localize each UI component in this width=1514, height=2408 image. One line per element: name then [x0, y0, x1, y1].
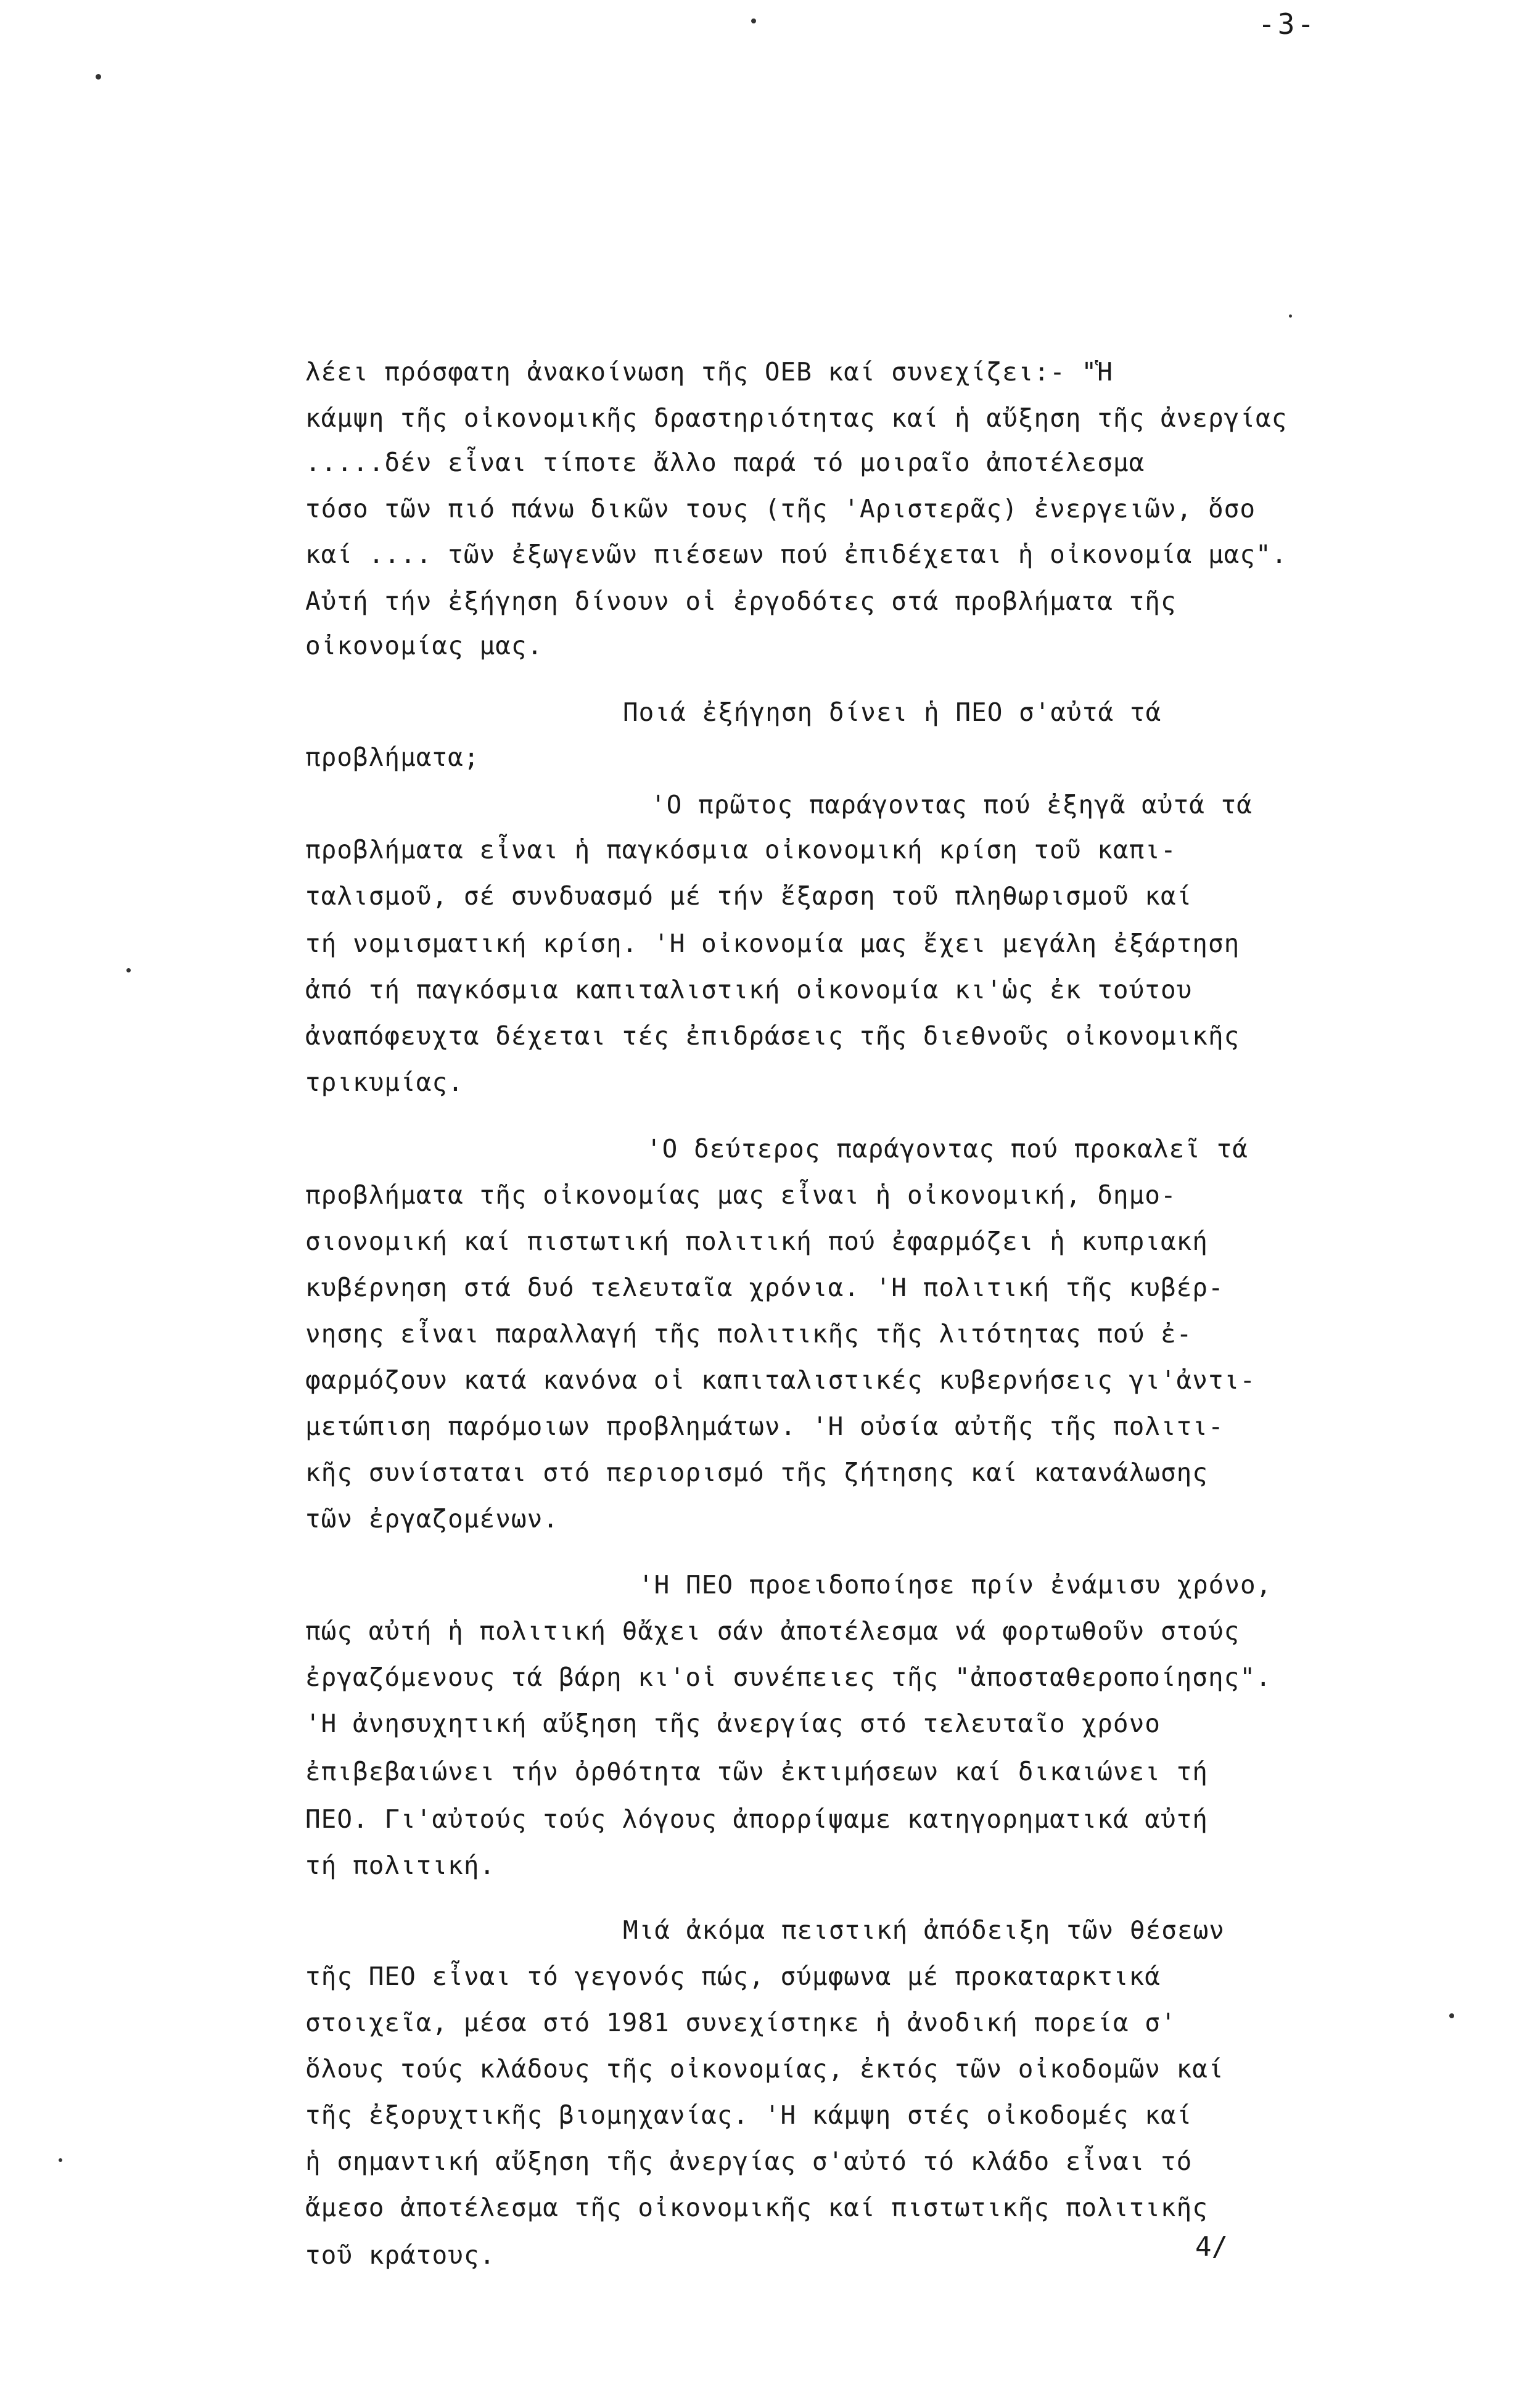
text-line: προβλήματα τῆς οἰκονομίας μας εἶναι ἡ οἰκονομική, δημο-	[305, 1180, 1177, 1210]
text-line: κῆς συνίσταται στό περιορισμό τῆς ζήτησης καί κατανάλωσης	[305, 1458, 1208, 1487]
text-line: Μιά ἀκόμα πειστική ἀπόδειξη τῶν θέσεων	[623, 1915, 1225, 1945]
text-line: ἀναπόφευχτα δέχεται τές ἐπιδράσεις τῆς διεθνοῦς οἰκονομικῆς	[305, 1021, 1240, 1051]
text-line: 'Ο πρῶτος παράγοντας πού ἐξηγᾶ αὐτά τά	[651, 790, 1253, 820]
text-line: .....δέν εἶναι τίποτε ἄλλο παρά τό μοιραῖο ἀποτέλεσμα	[305, 448, 1145, 477]
scan-speck	[126, 968, 131, 972]
text-line: ἐπιβεβαιώνει τήν ὀρθότητα τῶν ἐκτιμήσεων καί δικαιώνει τή	[305, 1757, 1208, 1786]
text-line: ὅλους τούς κλάδους τῆς οἰκονομίας, ἐκτός τῶν οἰκοδομῶν καί	[305, 2054, 1224, 2084]
text-line: ἐργαζόμενους τά βάρη κι'οἱ συνέπειες τῆς "ἀποσταθεροποίησης".	[305, 1662, 1272, 1692]
continuation-mark: 4/	[1195, 2231, 1228, 2262]
text-line: 'Η ἀνησυχητική αὔξηση τῆς ἀνεργίας στό τελευταῖο χρόνο	[305, 1709, 1161, 1738]
text-line: τόσο τῶν πιό πάνω δικῶν τους (τῆς 'Αριστερᾶς) ἐνεργειῶν, ὅσο	[305, 494, 1256, 524]
text-line: τῆς ΠΕΟ εἶναι τό γεγονός πώς, σύμφωνα μέ προκαταρκτικά	[305, 1962, 1161, 1991]
text-line: νησης εἶναι παραλλαγή τῆς πολιτικῆς τῆς λιτότητας πού ἐ-	[305, 1319, 1193, 1349]
text-line: 'Η ΠΕΟ προειδοποίησε πρίν ἐνάμισυ χρόνο,	[638, 1570, 1272, 1600]
text-line: οἰκονομίας μας.	[305, 631, 543, 660]
text-line: 'Ο δεύτερος παράγοντας πού προκαλεῖ τά	[646, 1134, 1248, 1164]
text-line: κάμψη τῆς οἰκονομικῆς δραστηριότητας καί ἡ αὔξηση τῆς ἀνεργίας	[305, 403, 1288, 433]
text-line: στοιχεῖα, μέσα στό 1981 συνεχίστηκε ἡ ἀνοδική πορεία σ'	[305, 2008, 1177, 2037]
text-line: Αὐτή τήν ἐξήγηση δίνουν οἱ ἐργοδότες στά προβλήματα τῆς	[305, 586, 1177, 616]
text-line: τοῦ κράτους.	[305, 2240, 496, 2270]
text-line: κυβέρνηση στά δυό τελευταῖα χρόνια. 'Η πολιτική τῆς κυβέρ-	[305, 1273, 1224, 1302]
text-line: τή νομισματική κρίση. 'Η οἰκονομία μας ἔχει μεγάλη ἐξάρτηση	[305, 929, 1240, 958]
text-line: ταλισμοῦ, σέ συνδυασμό μέ τήν ἔξαρση τοῦ πληθωρισμοῦ καί	[305, 881, 1193, 911]
text-line: τή πολιτική.	[305, 1851, 496, 1880]
text-line: τῆς ἐξορυχτικῆς βιομηχανίας. 'Η κάμψη στές οἰκοδομές καί	[305, 2100, 1193, 2130]
text-line: τρικυμίας.	[305, 1067, 464, 1097]
text-line: τῶν ἐργαζομένων.	[305, 1504, 559, 1534]
scan-speck	[59, 2158, 62, 2162]
text-line: μετώπιση παρόμοιων προβλημάτων. 'Η οὐσία αὐτῆς τῆς πολιτι-	[305, 1412, 1224, 1441]
scan-speck	[751, 18, 756, 23]
scan-speck	[1449, 2013, 1454, 2018]
text-line: πώς αὐτή ἡ πολιτική θἄχει σάν ἀποτέλεσμα νά φορτωθοῦν στούς	[305, 1616, 1240, 1646]
text-line: ἡ σημαντική αὔξηση τῆς ἀνεργίας σ'αὐτό τό κλάδο εἶναι τό	[305, 2147, 1193, 2176]
text-line: καί .... τῶν ἐξωγενῶν πιέσεων πού ἐπιδέχεται ἡ οἰκονομία μας".	[305, 540, 1288, 569]
text-line: ἀπό τή παγκόσμια καπιταλιστική οἰκονομία κι'ὡς ἐκ τούτου	[305, 975, 1193, 1005]
text-line: φαρμόζουν κατά κανόνα οἱ καπιταλιστικές κυβερνήσεις γι'ἀντι-	[305, 1365, 1256, 1395]
text-line: προβλήματα;	[305, 742, 480, 772]
scan-speck	[96, 74, 101, 80]
text-line: λέει πρόσφατη ἀνακοίνωση τῆς ΟΕΒ καί συνεχίζει:- "Ἡ	[305, 357, 1113, 387]
text-line: ΠΕΟ. Γι'αὐτούς τούς λόγους ἀπορρίψαμε κατηγορηματικά αὐτή	[305, 1804, 1208, 1834]
scan-speck	[1289, 314, 1292, 318]
text-line: ἄμεσο ἀποτέλεσμα τῆς οἰκονομικῆς καί πιστωτικῆς πολιτικῆς	[305, 2193, 1208, 2222]
page-number: -3-	[1258, 7, 1317, 41]
text-line: Ποιά ἐξήγηση δίνει ἡ ΠΕΟ σ'αὐτά τά	[623, 697, 1162, 727]
text-line: σιονομική καί πιστωτική πολιτική πού ἐφαρμόζει ἡ κυπριακή	[305, 1227, 1208, 1256]
text-line: προβλήματα εἶναι ἡ παγκόσμια οἰκονομική κρίση τοῦ καπι-	[305, 835, 1177, 865]
